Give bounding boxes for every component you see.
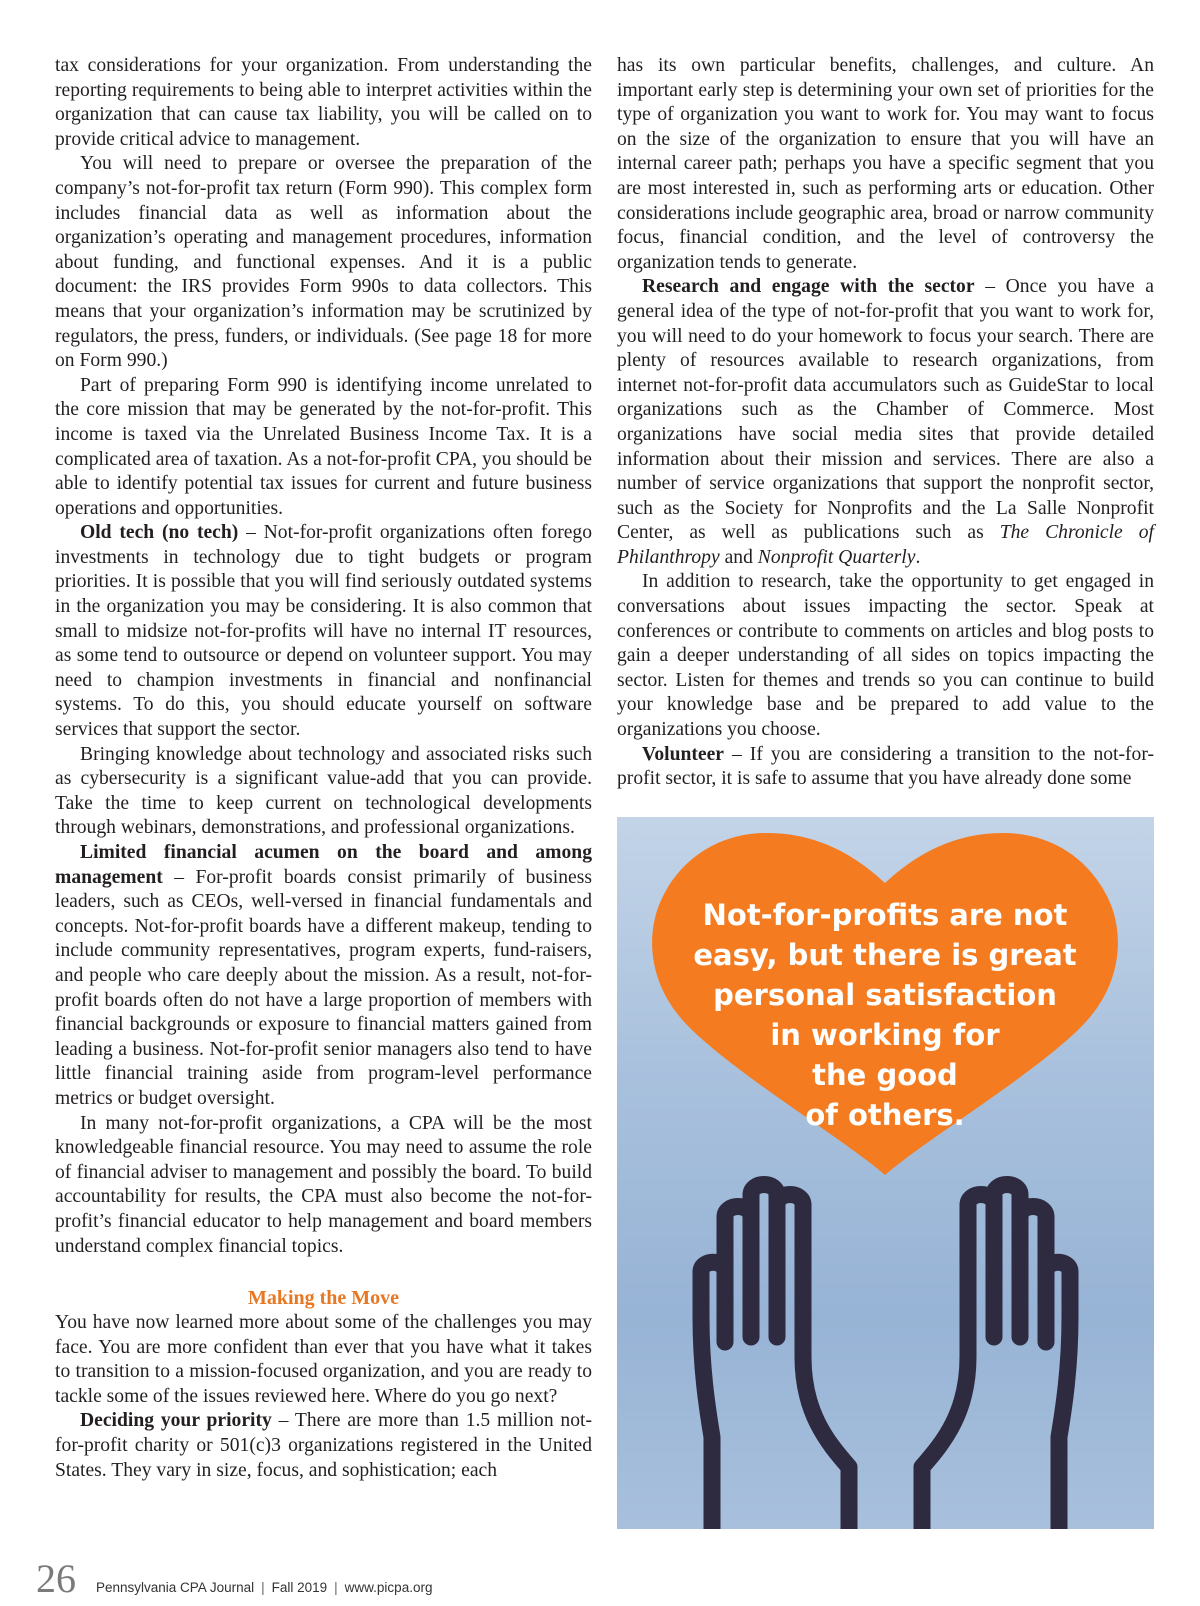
paragraph: In many not-for-profit organizations, a CPA will be the most knowledgeable financial resource. You may need to assume the role of financial adviser to management and possibly the board. To build accountability for results, the CPA must also become the not-for-profit’s financial educator to help management and board members understand complex financial topics.: [55, 1112, 592, 1257]
pull-quote-line: Not-for-profits are not: [702, 898, 1068, 932]
paragraph: [617, 275, 1154, 570]
footer-text: [96, 1580, 432, 1595]
paragraph: You will need to prepare or oversee the preparation of the company’s not-for-profit tax return (Form 990). This complex form includes financial data as well as information about the organization’s operating and management procedures, information about funding, and functional expenses. And it is a public document: the IRS provides Form 990s to data collectors. This means that your organization’s information may be scrutinized by regulators, the press, funders, or individuals. (See page 18 for more on Form 990.): [55, 153, 592, 372]
pull-quote: [685, 895, 1085, 1135]
paragraph: In addition to research, take the opportunity to get engaged in conversations about issues impacting the sector. Speak at conferences or contribute to comments on articles and blog posts to gain a deeper understanding of all sides on topics impacting the sector. Listen for themes and trends so you can continue to build your knowledge base and be prepared to add value to the organizations you choose.: [617, 571, 1154, 741]
website-link[interactable]: www.picpa.org: [344, 1580, 433, 1595]
right-hand: [922, 1185, 1070, 1530]
paragraph: Bringing knowledge about technology and associated risks such as cybersecurity is a significant value-add that you can provide. Take the time to keep current on technological developments through webinars, demonstrations, and professional organizations.: [55, 743, 592, 839]
journal-name: Pennsylvania CPA Journal: [96, 1580, 255, 1595]
pull-quote-line: in working for: [770, 1018, 1000, 1052]
section-heading: Making the Move: [247, 1287, 400, 1310]
paragraph: [55, 841, 592, 1112]
paragraph-text: – There are more than 1.5 million not-for-profit charity or 501(c)3 organizations registered in the United States. They vary in size, focus, and sophistication; each: [55, 1410, 592, 1481]
hands-icon: [701, 1185, 1070, 1530]
paragraph: You have now learned more about some of the challenges you may face. You are more confident than ever that you have what it takes to transition to a mission-focused organization, and you are ready to tackle some of the issues reviewed here. Where do you go next?: [55, 1312, 592, 1407]
paragraph-text: – For-profit boards consist primarily of business leaders, such as CEOs, well-versed in financial fundamentals and concepts. Not-for-profit boards have a different makeup, tending to include community representatives, program experts, fund-raisers, and people who care deeply about the mission. As a result, not-for-profit boards often do not have a large proportion of members with financial backgrounds or exposure to financial matters gained from leading a business. Not-for-profit senior managers also tend to have little financial training aside from program-level performance metrics or budget oversight.: [55, 866, 592, 1109]
pull-quote-graphic: [617, 817, 1154, 1529]
paragraph-text: – Not-for-profit organizations often forego investments in technology due to tight budgets or program priorities. It is possible that you will find seriously outdated systems in the organization you may be considering. It is also common that small to midsize not-for-profits will have no internal IT resources, as some tend to outsource or depend on volunteer support. You may need to champion investments in financial and nonfinancial systems. To do this, you should educate yourself on software services that support the sector.: [55, 522, 593, 741]
paragraph-text: .: [915, 546, 921, 568]
run-in-heading: Limited financial acumen on the board and among management: [55, 842, 592, 888]
run-in-heading: Old tech (no tech): [80, 522, 239, 544]
paragraph-text: and: [719, 546, 758, 568]
footer-separator: |: [334, 1580, 338, 1595]
pull-quote-line: the good: [812, 1058, 958, 1092]
paragraph: has its own particular benefits, challenges, and culture. An important early step is determining your own set of priorities for the type of organization you want to work for. You may want to focus on the size of the organization to ensure that you will have an internal career path; perhaps you have a specific segment that you are most interested in, such as performing arts or education. Other considerations include geographic area, broad or narrow community focus, financial condition, and the level of controversy the organization tends to generate.: [617, 55, 1154, 273]
run-in-heading: Research and engage with the sector: [642, 276, 975, 298]
pull-quote-line: personal satisfaction: [713, 978, 1057, 1012]
left-column: [55, 54, 592, 1483]
page-number: 26: [36, 1556, 76, 1601]
footer-separator: |: [261, 1580, 265, 1595]
paragraph: [55, 1409, 592, 1483]
right-column: [617, 54, 1154, 792]
paragraph: tax considerations for your organization. From understanding the reporting requirements to being able to interpret activities within the organization that can cause tax liability, you will be called on to provide critical advice to management.: [55, 55, 592, 150]
pull-quote-line: of others.: [805, 1098, 965, 1132]
pull-quote-line: easy, but there is great: [693, 938, 1077, 972]
paragraph: [617, 743, 1154, 792]
issue-date: Fall 2019: [271, 1580, 328, 1595]
run-in-heading: Deciding your priority: [80, 1410, 272, 1432]
paragraph-text: – Once you have a general idea of the type of not-for-profit that you want to work for, you will need to do your homework to focus your search. There are plenty of resources available to research organizations, from internet not-for-profit data accumulators such as GuideStar to local organizations such as the Chamber of Commerce. Most organizations have social media sites that provide detailed information about their mission and services. There are also a number of service organizations that support the nonprofit sector, such as the Society for Nonprofits and the La Salle Nonprofit Center, as well as publications such as: [617, 276, 1154, 544]
page-footer: [36, 1555, 433, 1601]
paragraph-text: – If you are considering a transition to the not-for-profit sector, it is safe to assume that you have already done some: [617, 743, 1154, 790]
publication-title: The Chronicle of Philanthropy: [617, 522, 1154, 568]
publication-title: Nonprofit Quarterly: [757, 546, 916, 568]
run-in-heading: Volunteer: [642, 743, 725, 765]
paragraph: [55, 521, 592, 742]
paragraph: Part of preparing Form 990 is identifying income unrelated to the core mission that may be generated by the not-for-profit. This income is taxed via the Unrelated Business Income Tax. It is a complicated area of taxation. As a not-for-profit CPA, you should be able to identify potential tax issues for current and future business operations and opportunities.: [55, 374, 592, 519]
left-hand: [701, 1185, 849, 1530]
